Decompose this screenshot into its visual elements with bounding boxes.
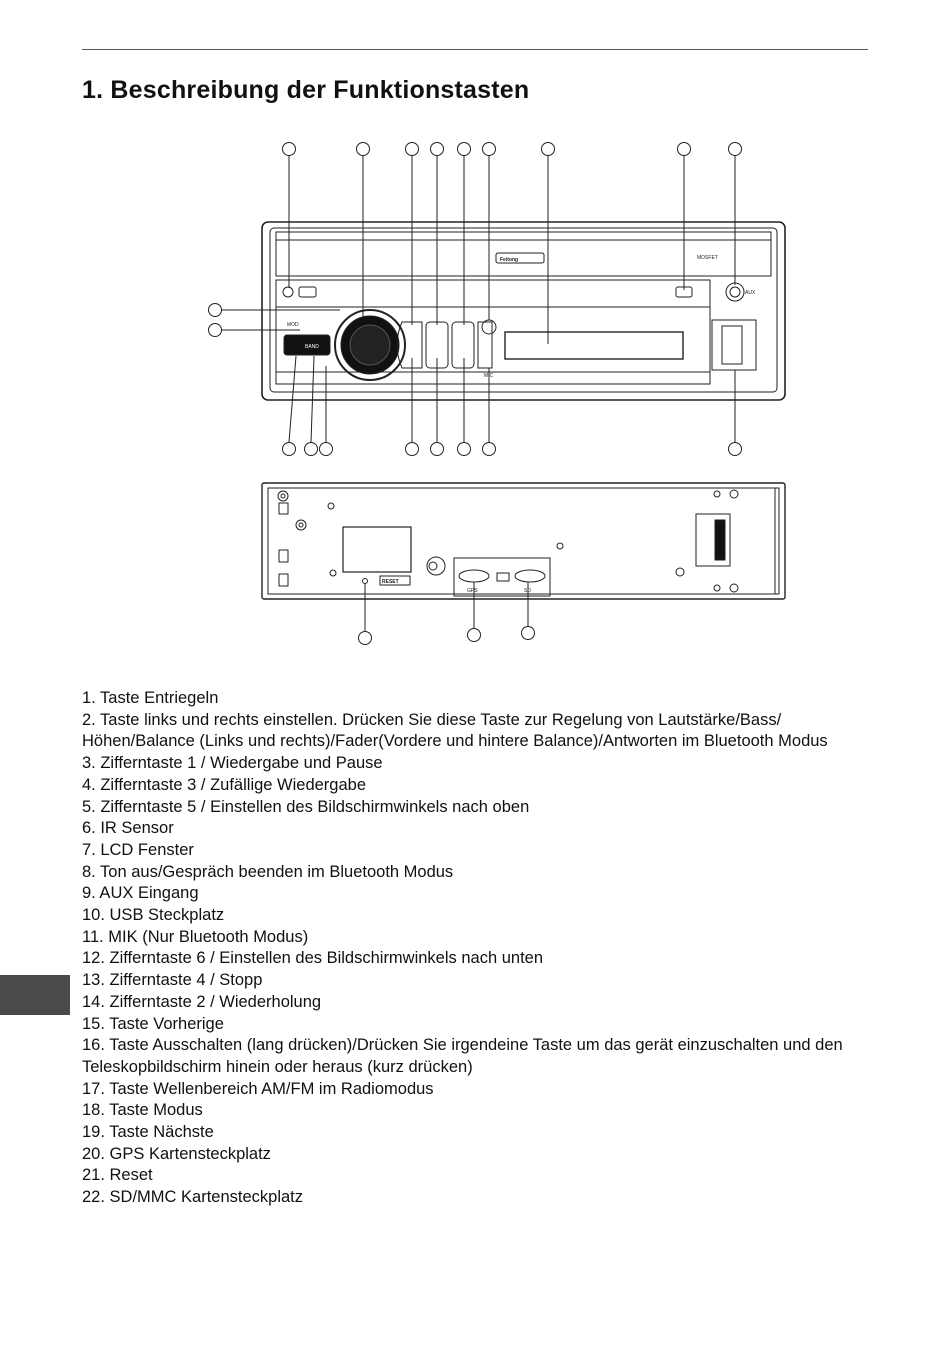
device-diagram [0,130,950,660]
aux-label: AUX [745,290,756,296]
list-item: 21. Reset [82,1166,153,1185]
mod-label: MOD [287,322,299,328]
list-item: 16. Taste Ausschalten (lang drücken)/Drücken Sie irgendeine Taste um das gerät einzuschalten und den Teleskopbildschirm hinein oder heraus (kurz drücken) [82,1036,843,1076]
list-item: 6. IR Sensor [82,819,174,838]
list-item: 18. Taste Modus [82,1101,203,1120]
list-item: 3. Zifferntaste 1 / Wiedergabe und Pause [82,754,383,773]
list-item: 14. Zifferntaste 2 / Wiederholung [82,992,322,1011]
list-item: 5. Zifferntaste 5 / Einstellen des Bildschirmwinkels nach oben [82,797,530,816]
reset-label: RESET [382,579,399,585]
side-tab-marker [0,975,70,1015]
list-item: 22. SD/MMC Kartensteckplatz [82,1188,303,1207]
brand-label: Feitong [500,257,519,263]
function-list [82,688,872,1209]
list-item: 10. USB Steckplatz [82,906,225,925]
callout-circles-top [283,143,742,156]
page-title: 1. Beschreibung der Funktionstasten [82,76,530,104]
mic-label: MIC [484,373,494,379]
callout-circles-bottom [283,443,742,456]
list-item: 15. Taste Vorherige [82,1014,224,1033]
list-item: 20. GPS Kartensteckplatz [82,1144,271,1163]
list-item: 12. Zifferntaste 6 / Einstellen des Bildschirmwinkels nach unten [82,949,544,968]
list-item: 19. Taste Nächste [82,1123,214,1142]
list-item: 7. LCD Fenster [82,840,194,859]
list-item: 11. MIK (Nur Bluetooth Modus) [82,927,309,946]
list-item: 17. Taste Wellenbereich AM/FM im Radiomodus [82,1079,434,1098]
mosfet-label: MOSFET [697,255,718,261]
list-item: 4. Zifferntaste 3 / Zufällige Wiedergabe [82,775,367,794]
list-item: 2. Taste links und rechts einstellen. Drücken Sie diese Taste zur Regelung von Lautstärke/Bass/ Höhen/Balance (Links und rechts)/Fader(Vordere und hintere Balance)/Antworten im Bluetooth Modus [82,710,828,751]
list-item: 1. Taste Entriegeln [82,689,219,707]
sd-label: SD [524,588,531,594]
gps-label: GPS [467,588,478,594]
list-item: 8. Ton aus/Gespräch beenden im Bluetooth Modus [82,862,454,881]
top-rule [82,49,868,50]
list-item: 13. Zifferntaste 4 / Stopp [82,971,263,990]
band-label: BAND [305,344,319,350]
list-item: 9. AUX Eingang [82,884,199,903]
